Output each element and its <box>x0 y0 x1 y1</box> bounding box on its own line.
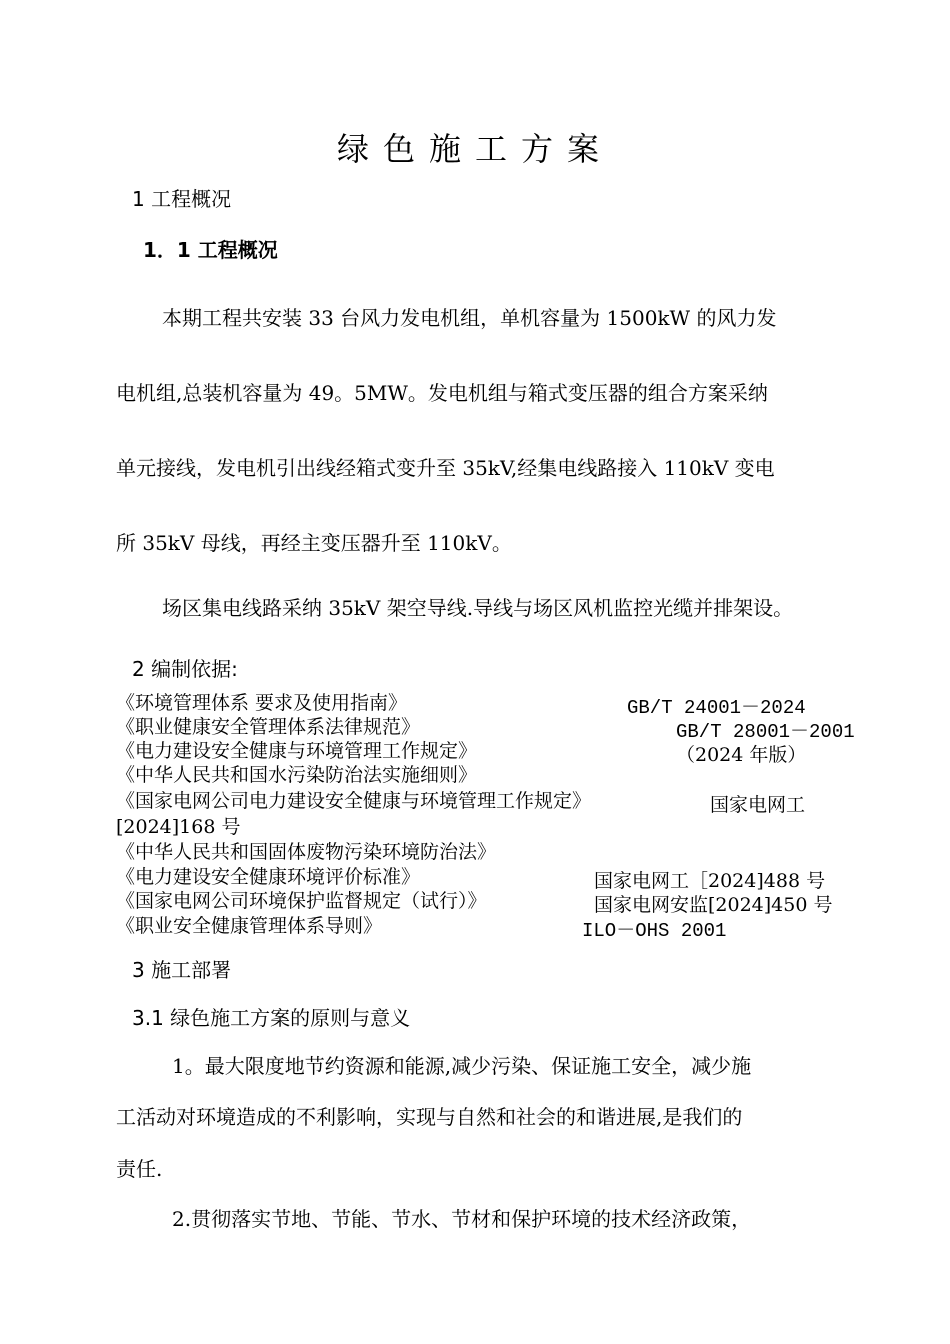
reference-code: GB/T 28001－2001 <box>676 721 855 743</box>
reference-code: GB/T 24001－2024 <box>627 697 806 719</box>
paragraph-line: 1。最大限度地节约资源和能源,减少污染、保证施工安全，减少施 <box>172 1054 752 1078</box>
reference-name: [2024]168 号 <box>116 816 241 838</box>
reference-code: 国家电网工［2024]488 号 <box>594 870 826 892</box>
reference-name: 《中华人民共和国水污染防治法实施细则》 <box>116 764 478 786</box>
paragraph-line: 2.贯彻落实节地、节能、节水、节材和保护环境的技术经济政策， <box>172 1207 752 1231</box>
reference-code: 国家电网工 <box>710 794 806 816</box>
paragraph-line: 本期工程共安装 33 台风力发电机组，单机容量为 1500kW 的风力发 <box>162 306 777 330</box>
reference-name: 《国家电网公司电力建设安全健康与环境管理工作规定》 <box>116 790 592 812</box>
paragraph-line: 场区集电线路采纳 35kV 架空导线.导线与场区风机监控光缆并排架设。 <box>162 596 794 620</box>
reference-name: 《职业安全健康管理体系导则》 <box>116 915 383 937</box>
document-title: 绿色施工方案 <box>336 130 613 168</box>
section-3-heading: 3 施工部署 <box>132 958 232 982</box>
section-1-heading: 1 工程概况 <box>132 187 232 211</box>
reference-name: 《电力建设安全健康环境评价标准》 <box>116 866 421 888</box>
reference-code: ILO－OHS 2001 <box>582 920 727 942</box>
section-1-1-heading: 1．1 工程概况 <box>143 238 278 262</box>
section-3-1-heading: 3.1 绿色施工方案的原则与意义 <box>132 1006 411 1030</box>
paragraph-line: 所 35kV 母线，再经主变压器升至 110kV。 <box>116 531 512 555</box>
reference-code: （2024 年版） <box>676 744 807 766</box>
reference-code: 国家电网安监[2024]450 号 <box>594 894 833 916</box>
reference-name: 《中华人民共和国固体废物污染环境防治法》 <box>116 841 497 863</box>
paragraph-line: 单元接线，发电机引出线经箱式变升至 35kV,经集电线路接入 110kV 变电 <box>116 456 775 480</box>
reference-name: 《电力建设安全健康与环境管理工作规定》 <box>116 740 478 762</box>
reference-name: 《职业健康安全管理体系法律规范》 <box>116 716 421 738</box>
paragraph-line: 责任. <box>116 1157 163 1181</box>
reference-name: 《国家电网公司环境保护监督规定（试行）》 <box>116 890 487 912</box>
section-2-heading: 2 编制依据: <box>132 657 238 681</box>
paragraph-line: 电机组,总装机容量为 49。5MW。发电机组与箱式变压器的组合方案采纳 <box>116 381 768 405</box>
paragraph-line: 工活动对环境造成的不利影响，实现与自然和社会的和谐进展,是我们的 <box>116 1105 743 1129</box>
reference-name: 《环境管理体系 要求及使用指南》 <box>116 692 408 714</box>
